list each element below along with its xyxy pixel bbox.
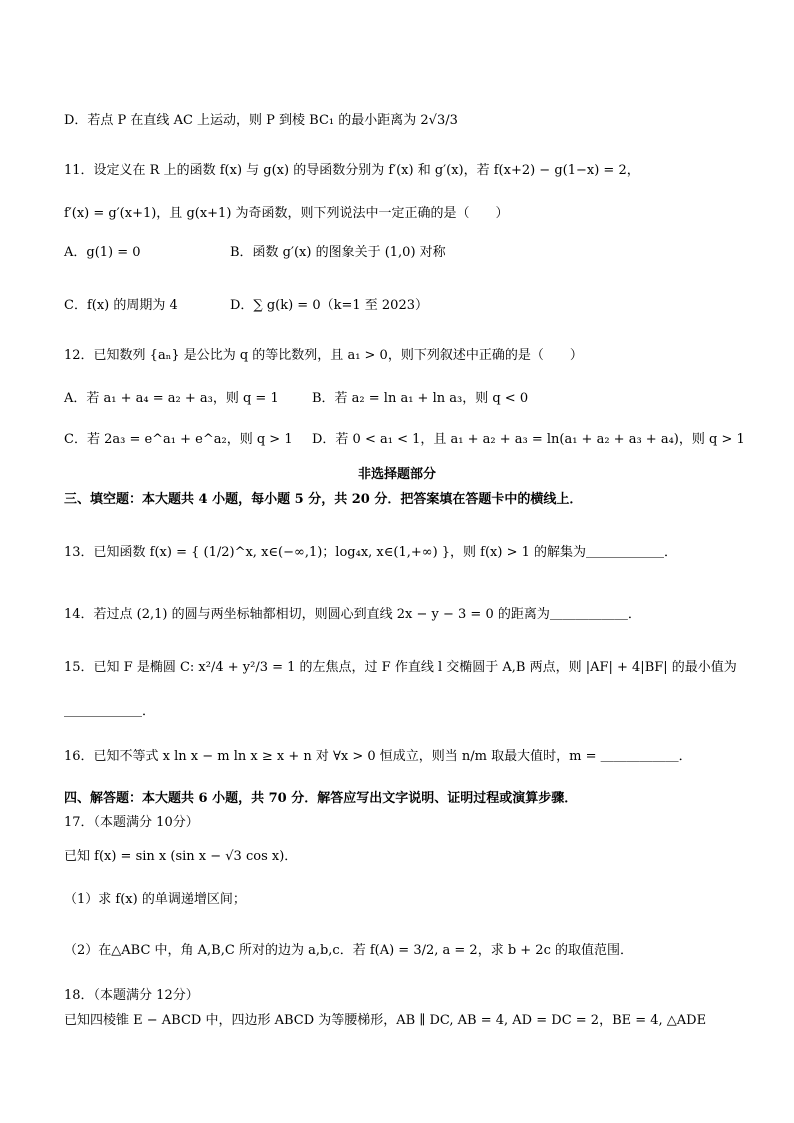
- q11-option-d: D．∑ g(k) = 0（k=1 至 2023）: [230, 298, 428, 313]
- q18-title: 18．（本题满分 12分）: [64, 988, 199, 1003]
- q11-line2: f′(x) = g′(x+1)，且 g(x+1) 为奇函数，则下列说法中一定正确的是（ ）: [64, 206, 509, 221]
- q13: 13．已知函数 f(x) = { (1/2)^x, x∈(−∞,1)；log₄x, x∈(1,+∞) }，则 f(x) > 1 的解集为＿＿＿＿＿＿．: [64, 545, 678, 560]
- q12-option-b: B．若 a₂ = ln a₁ + ln a₃，则 q < 0: [312, 391, 529, 406]
- d-option-previous: D．若点 P 在直线 AC 上运动，则 P 到棱 BC₁ 的最小距离为 2√3/3: [64, 113, 458, 128]
- q12-option-a: A．若 a₁ + a₄ = a₂ + a₃，则 q = 1: [64, 391, 279, 406]
- q12-stem: 12．已知数列 {aₙ} 是公比为 q 的等比数列，且 a₁ > 0，则下列叙述中正确的是（ ）: [64, 348, 583, 363]
- q18-stem: 已知四棱锥 E − ABCD 中，四边形 ABCD 为等腰梯形，AB ∥ DC, AB = 4, AD = DC = 2，BE = 4, △ADE: [64, 1013, 707, 1028]
- q17-title: 17．（本题满分 10分）: [64, 815, 199, 830]
- q12-option-c: C．若 2a₃ = e^a₁ + e^a₂，则 q > 1: [64, 432, 293, 447]
- q12-option-d: D．若 0 < a₁ < 1，且 a₁ + a₂ + a₃ = ln(a₁ + a₂ + a₃ + a₄)，则 q > 1: [312, 432, 745, 447]
- q11-option-c: C．f(x) 的周期为 4: [64, 298, 178, 313]
- section4-header: 四、解答题：本大题共 6 小题，共 70 分．解答应写出文字说明、证明过程或演算步骤．: [64, 791, 578, 806]
- q15-line2: ＿＿＿＿＿＿．: [64, 704, 156, 719]
- section-nonchoice: 非选择题部分: [357, 467, 436, 482]
- q11-line1: 11．设定义在 R 上的函数 f(x) 与 g(x) 的导函数分别为 f′(x) 和 g′(x)，若 f(x+2) − g(1−x) = 2，: [64, 163, 640, 178]
- q17-stem: 已知 f(x) = sin x (sin x − √3 cos x)．: [64, 849, 298, 864]
- q15-line1: 15．已知 F 是椭圆 C: x²/4 + y²/3 = 1 的左焦点，过 F 作直线 l 交椭圆于 A,B 两点，则 |AF| + 4|BF| 的最小值为: [64, 660, 737, 675]
- q17-part2: （2）在△ABC 中，角 A,B,C 所对的边为 a,b,c．若 f(A) = 3/2, a = 2，求 b + 2c 的取值范围．: [64, 943, 633, 958]
- q16: 16．已知不等式 x ln x − m ln x ≥ x + n 对 ∀x > 0 恒成立，则当 n/m 取最大值时，m = ＿＿＿＿＿＿．: [64, 749, 692, 764]
- q11-option-b: B．函数 g′(x) 的图象关于 (1,0) 对称: [230, 245, 446, 260]
- q14: 14．若过点 (2,1) 的圆与两坐标轴都相切，则圆心到直线 2x − y − 3 = 0 的距离为＿＿＿＿＿＿．: [64, 607, 641, 622]
- q17-part1: （1）求 f(x) 的单调递增区间；: [64, 892, 246, 907]
- q11-option-a: A．g(1) = 0: [64, 245, 141, 260]
- section3-header: 三、填空题：本大题共 4 小题，每小题 5 分，共 20 分．把答案填在答题卡中的横线上．: [64, 492, 583, 507]
